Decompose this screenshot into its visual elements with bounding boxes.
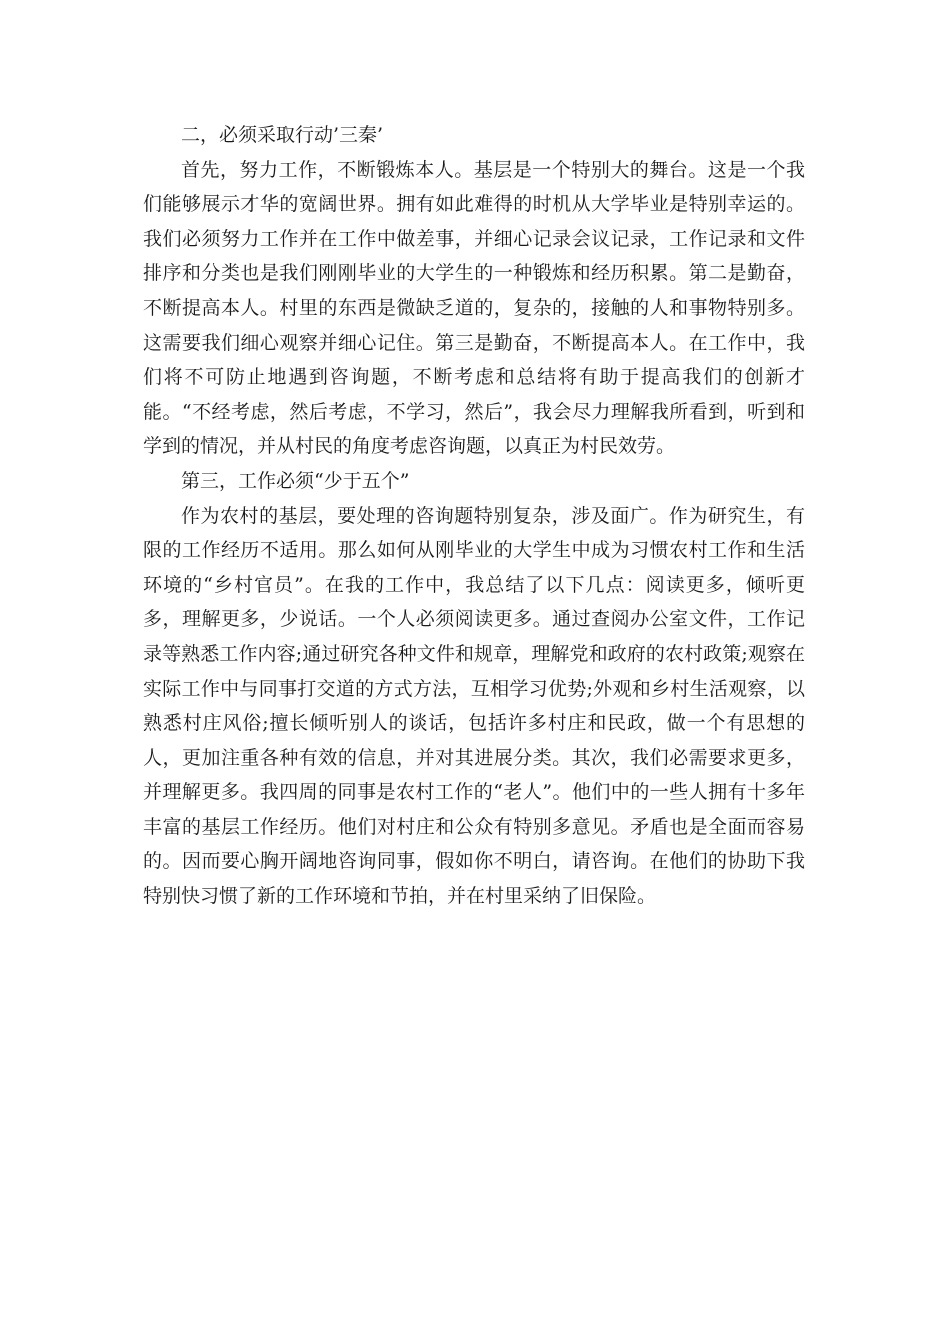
section-heading-three: 第三，工作必须“少于五个”: [181, 469, 410, 492]
paragraph-rural-work: 作为农村的基层，要处理的咨询题特别复杂，涉及面广。作为研究生，有限的工作经历不适用。那么如何从刚毕业的大学生中成为习惯农村工作和生活环境的“乡村官员”。在我的工作中，我总结了以下几点：阅读更多，倾听更多，理解更多，少说话。一个人必须阅读更多。通过查阅办公室文件，工作记录等熟悉工作内容;通过研究各种文件和规章，理解党和政府的农村政策;观察在实际工作中与同事打交道的方式方法，互相学习优势;外观和乡村生活观察，以熟悉村庄风俗;擅长倾听别人的谈话，包括许多村庄和民政，做一个有思想的人，更加注重各种有效的信息，并对其进展分类。其次，我们必需要求更多，并理解更多。我四周的同事是农村工作的“老人”。他们中的一些人拥有十多年丰富的基层工作经历。他们对村庄和公众有特别多意见。矛盾也是全面而容易的。因而要心胸开阔地咨询同事，假如你不明白，请咨询。在他们的协助下我特别快习惯了新的工作环境和节拍，并在村里采纳了旧保险。: [143, 504, 805, 908]
paragraph-diligence: 首先，努力工作，不断锻炼本人。基层是一个特别大的舞台。这是一个我们能够展示才华的宽阔世界。拥有如此难得的时机从大学毕业是特别幸运的。我们必须努力工作并在工作中做差事，并细心记录会议记录，工作记录和文件排序和分类也是我们刚刚毕业的大学生的一种锻炼和经历积累。第二是勤奋，不断提高本人。村里的东西是微缺乏道的，复杂的，接触的人和事物特别多。这需要我们细心观察并细心记住。第三是勤奋，不断提高本人。在工作中，我们将不可防止地遇到咨询题，不断考虑和总结将有助于提高我们的创新才能。“不经考虑，然后考虑，不学习，然后”，我会尽力理解我所看到，听到和学到的情况，并从村民的角度考虑咨询题，以真正为村民效劳。: [143, 158, 805, 458]
document-body: [143, 118, 805, 914]
section-heading-two: 二，必须采取行动’三秦’: [181, 124, 384, 146]
